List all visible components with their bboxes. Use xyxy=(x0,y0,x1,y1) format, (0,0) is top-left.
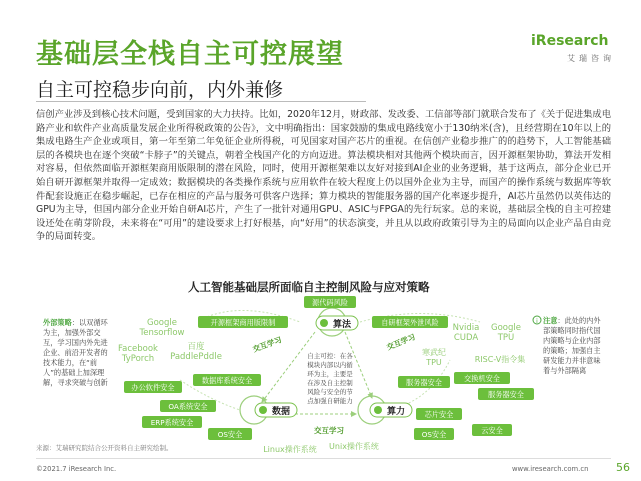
node-algorithm xyxy=(316,316,358,330)
copyright: ©2021.7 iResearch Inc. xyxy=(36,465,117,473)
svg-text:交换机安全: 交换机安全 xyxy=(464,374,500,383)
right-note-text: ：此处的内外部策略同时指代国内策略与企业内部的策略；加强自主研发能力并非意味着与外部隔离 xyxy=(543,316,601,375)
logo-brand-cn: 艾瑞咨询 xyxy=(567,54,615,63)
risk-tag xyxy=(478,388,534,400)
risk-tag xyxy=(304,296,356,308)
node-compute xyxy=(370,403,412,417)
vendor-label xyxy=(422,347,446,367)
website-link[interactable]: www.iresearch.com.cn xyxy=(512,465,589,473)
svg-text:办公软件安全: 办公软件安全 xyxy=(131,383,175,392)
vendor-label xyxy=(118,344,158,364)
svg-text:Linux操作系统: Linux操作系统 xyxy=(263,445,317,454)
vendor-label xyxy=(263,444,317,454)
vendor-label xyxy=(170,341,222,362)
svg-text:RISC-V指令集: RISC-V指令集 xyxy=(474,355,526,364)
svg-text:云安全: 云安全 xyxy=(481,426,503,435)
svg-text:算力: 算力 xyxy=(386,407,406,417)
risk-tag xyxy=(142,416,202,428)
left-note xyxy=(43,318,113,388)
risk-tag xyxy=(124,381,182,393)
risk-tag xyxy=(372,316,448,328)
node-data xyxy=(255,403,297,417)
svg-text:OS安全: OS安全 xyxy=(421,430,447,439)
body-paragraph: 信创产业涉及到核心技术问题，受到国家的大力扶持。比如，2020年12月，财政部、发改委、工信部等部门就联合发布了《关于促进集成电路产业和软件产业高质量发展企业所得税政策的公告》，文中明确指出：国家鼓励的集成电路线宽小于130纳米(含)，且经营期在10年以上的集成电路生产企业或项目，第一年至第二年免征企业所得税，可见国家对国产芯片的重视。在信创产业稳步推广的的趋势下，人工智能基础层的各模块也在逐个突破“卡脖子”的关键点，朝着全栈国产化的方向迈进。算法模块相对其他两个模块而言，因开源框架协助，算法开发相对容易，但依然面临开源框架商用版限制的潜在风险，同时，使用开源框架难以友好对接到AI企业的业务逻辑，基于这两点，部分企业已开始自研开源框架并取得一定成效；数据模块的各类操作系统与应用软件在较大程度上仍以国外企业为主导，而国产的操作系统与数据库等软件配套设施正在稳步崛起，已存在相应的产品与服务可供客户选择；算力模块的智能服务器的国产化率逐步提升，AI芯片虽然仍以英伟达的GPU为主导，但国内部分企业开始自研AI芯片，产生了一批针对通用GPU、ASIC与FPGA的先行玩家。总的来说，基础层全栈的自主可控建设还处在萌芽阶段，未来将在“可用”的建设要求上打好根基，向“好用”的状态演变，并且从以政府政策引导为主的局面向以企业产品自由竞争的局面转变。 xyxy=(36,109,611,243)
svg-text:CUDA: CUDA xyxy=(453,333,479,343)
vendor-label xyxy=(329,441,379,451)
svg-text:TPU: TPU xyxy=(426,358,442,367)
info-icon-glyph: i xyxy=(536,318,538,325)
svg-text:开源框架商用版限制: 开源框架商用版限制 xyxy=(210,318,276,327)
left-note-highlight: 外部策略 xyxy=(43,318,72,327)
right-note-highlight: 注意 xyxy=(543,316,558,325)
svg-text:源代码风险: 源代码风险 xyxy=(312,298,348,307)
svg-text:数据: 数据 xyxy=(271,407,291,417)
interact-label: 交互学习 xyxy=(251,335,283,354)
svg-text:百度: 百度 xyxy=(187,342,205,352)
logo-brand: iResearch xyxy=(531,33,609,49)
source-note: 来源：艾瑞研究院结合公开资料自主研究绘制。 xyxy=(36,444,173,452)
risk-tag xyxy=(416,408,462,420)
svg-text:Facebook: Facebook xyxy=(118,344,158,354)
vendor-label xyxy=(139,318,185,338)
svg-text:芯片安全: 芯片安全 xyxy=(424,410,454,419)
svg-text:环为主，主要是: 环为主，主要是 xyxy=(307,370,353,378)
diagram-title: 人工智能基础层所面临自主控制风险与应对策略 xyxy=(188,280,430,294)
svg-text:Google: Google xyxy=(491,323,521,333)
svg-text:Nvidia: Nvidia xyxy=(452,323,480,333)
svg-text:在涉及自主控制: 在涉及自主控制 xyxy=(307,379,353,387)
svg-text:风险与安全的节: 风险与安全的节 xyxy=(307,388,353,396)
vendor-label xyxy=(491,323,521,343)
svg-text:点加强自研能力: 点加强自研能力 xyxy=(307,397,353,405)
risk-tag xyxy=(414,428,454,440)
svg-text:寒武纪: 寒武纪 xyxy=(422,348,446,357)
svg-text:服务器安全: 服务器安全 xyxy=(406,378,442,387)
page-number: 56 xyxy=(616,461,630,474)
footer-divider xyxy=(36,458,611,459)
svg-text:Google: Google xyxy=(147,318,177,328)
svg-text:OS安全: OS安全 xyxy=(217,430,243,439)
risk-tag xyxy=(454,372,510,384)
svg-text:模块内部以内循: 模块内部以内循 xyxy=(307,361,353,369)
page-subtitle: 自主可控稳步向前，内外兼修 xyxy=(36,79,284,101)
page-title: 基础层全栈自主可控展望 xyxy=(36,39,344,70)
svg-text:数据库系统安全: 数据库系统安全 xyxy=(201,376,253,385)
svg-text:Unix操作系统: Unix操作系统 xyxy=(329,442,379,451)
svg-text:ERP系统安全: ERP系统安全 xyxy=(150,418,194,427)
risk-tag xyxy=(160,400,216,412)
svg-text:自主可控：在各: 自主可控：在各 xyxy=(307,352,353,360)
svg-text:算法: 算法 xyxy=(332,320,352,330)
vendor-label xyxy=(475,354,525,364)
svg-text:PaddlePddle: PaddlePddle xyxy=(170,352,222,362)
svg-text:OA系统安全: OA系统安全 xyxy=(168,402,208,411)
svg-text:自研框架外泄风险: 自研框架外泄风险 xyxy=(381,318,439,327)
interact-label: 交互学习 xyxy=(385,332,417,352)
risk-tag xyxy=(208,428,252,440)
interact-label: 交互学习 xyxy=(314,426,344,435)
risk-tag xyxy=(398,376,450,388)
risk-tag xyxy=(193,374,261,386)
right-note xyxy=(543,316,601,376)
svg-text:Tensorflow: Tensorflow xyxy=(139,328,185,338)
center-annotation xyxy=(307,351,353,405)
left-note-text: ：以双循环为主，加强外部交互，学习国内外先进企业、前沿开发者的技术能力，在“前人”的基础上加深理解，寻求突破与创新 xyxy=(43,318,108,387)
vendor-label xyxy=(453,323,480,343)
risk-tag xyxy=(472,424,512,436)
svg-text:服务器安全: 服务器安全 xyxy=(488,390,524,399)
svg-text:TPU: TPU xyxy=(497,333,515,343)
risk-tag xyxy=(198,316,288,328)
svg-text:TyPorch: TyPorch xyxy=(121,354,155,364)
